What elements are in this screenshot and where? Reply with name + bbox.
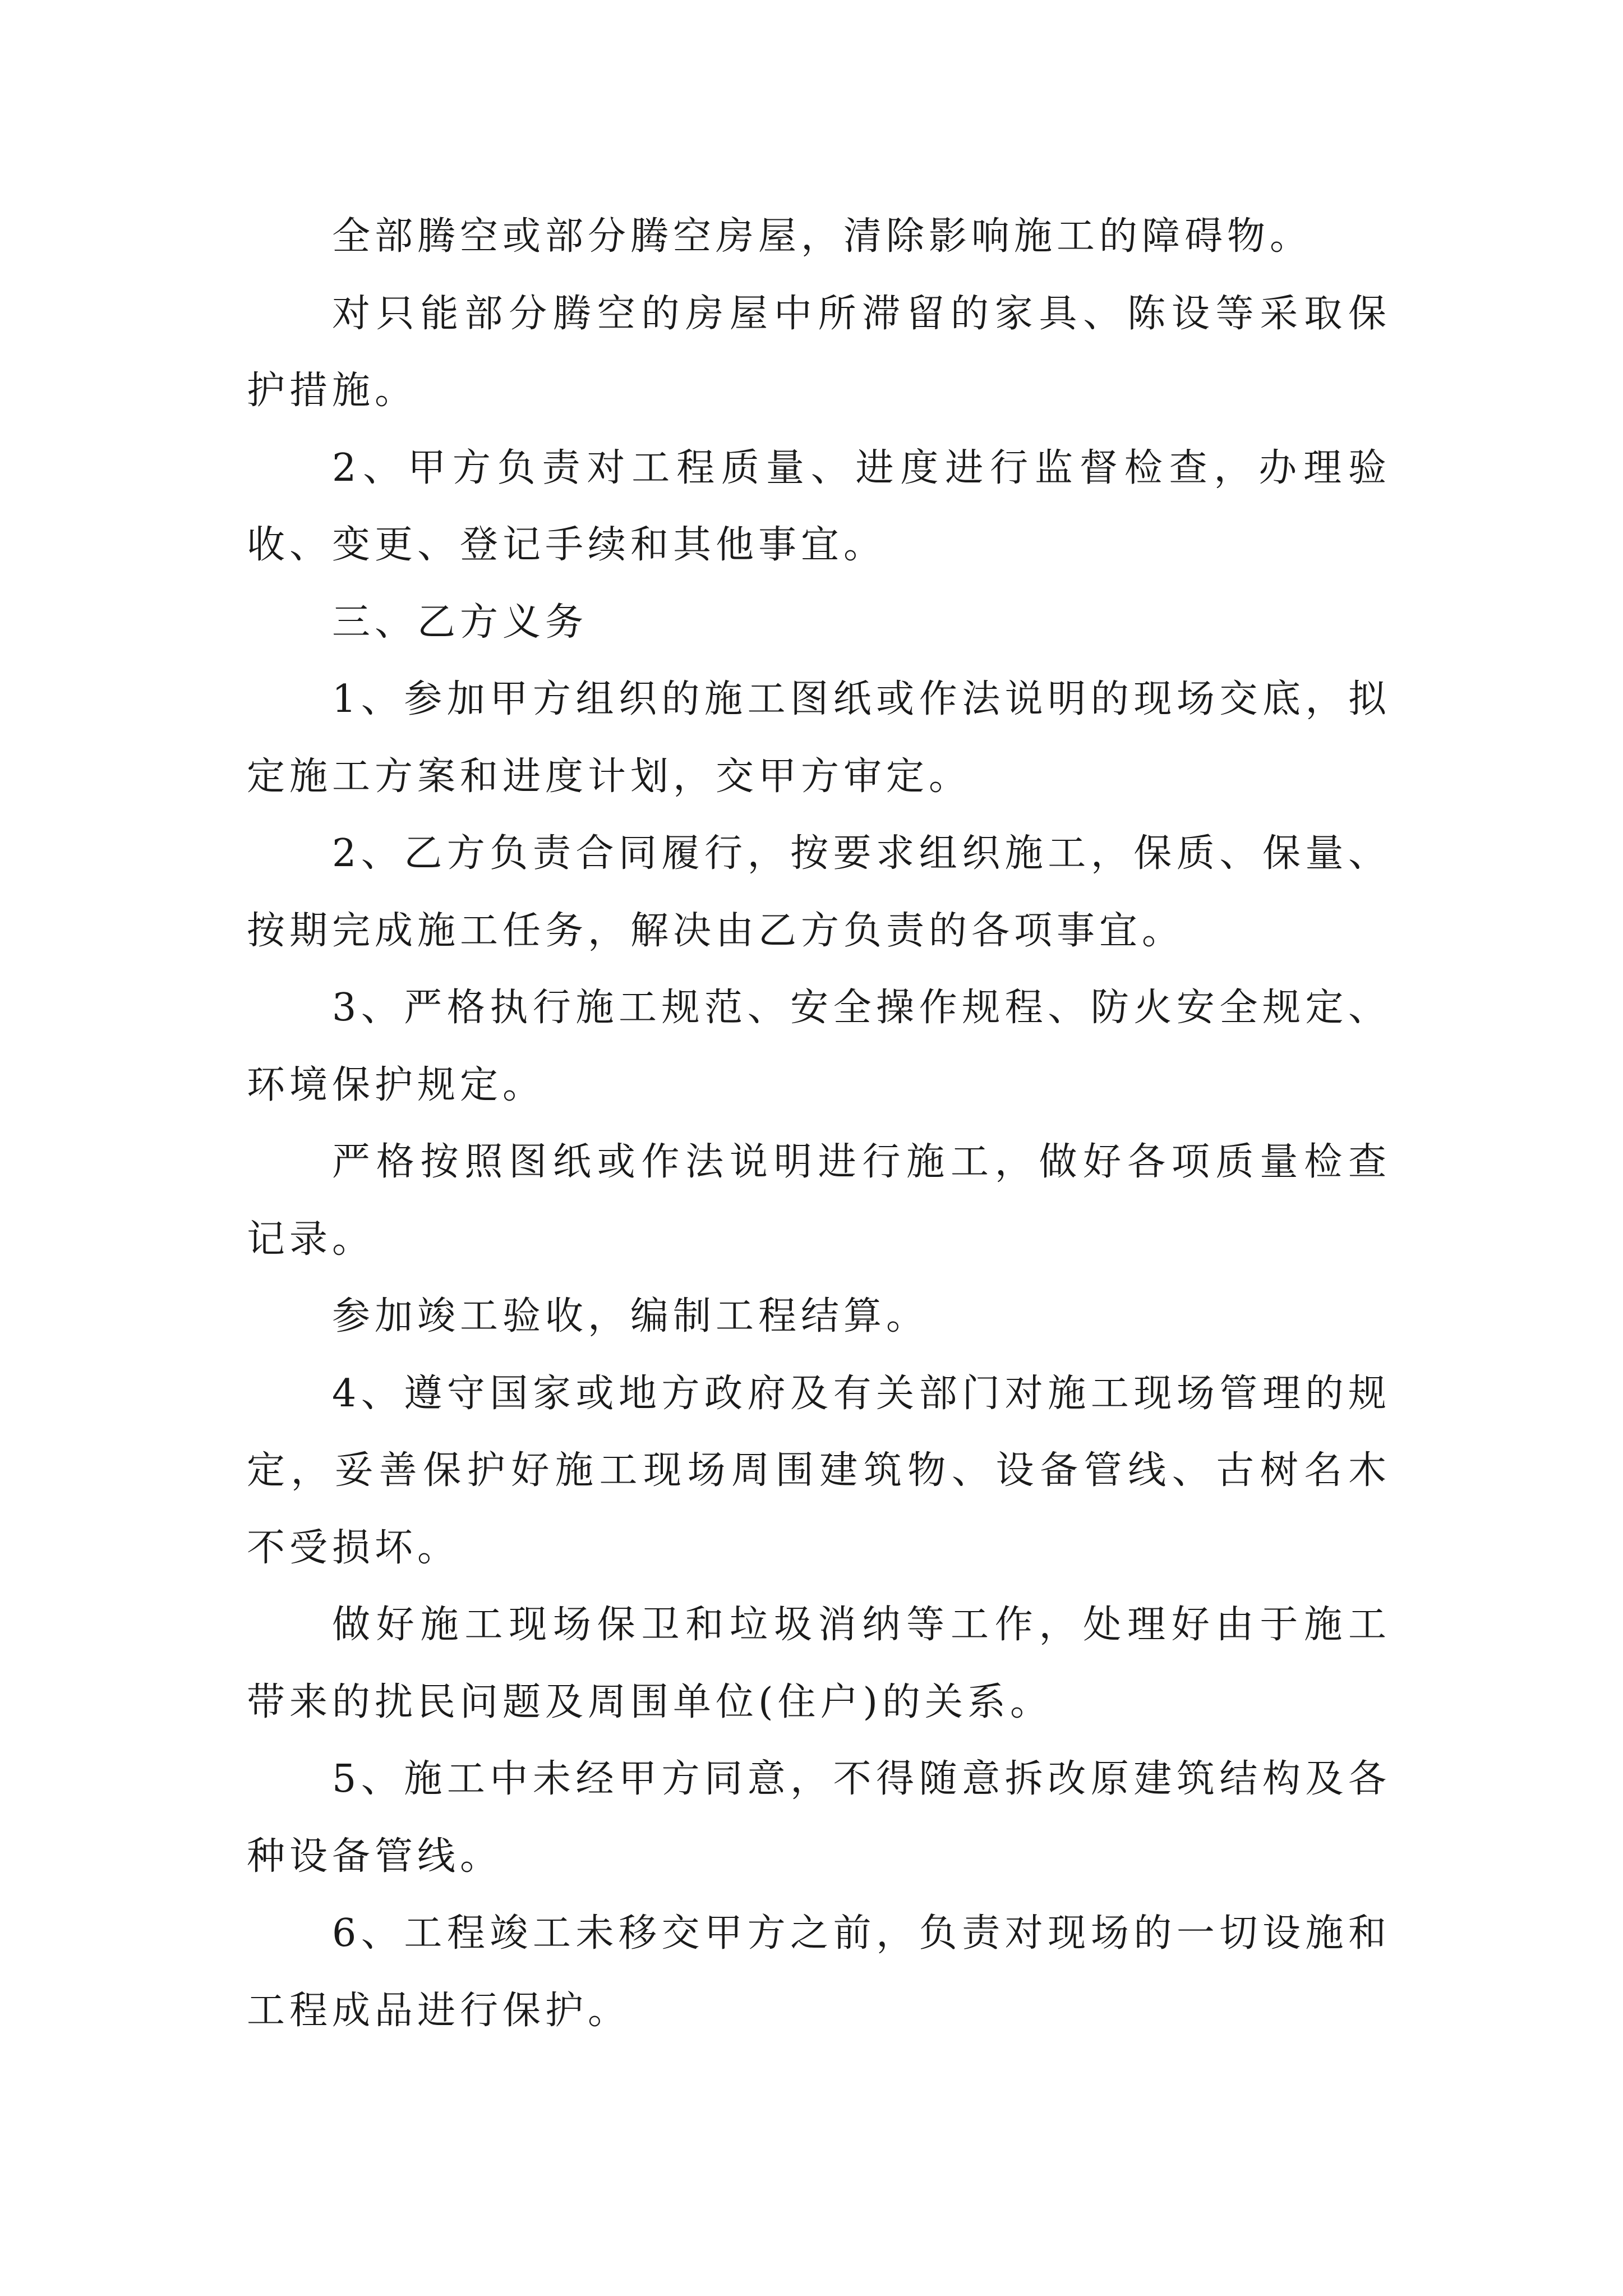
paragraph: 1、参加甲方组织的施工图纸或作法说明的现场交底，拟定施工方案和进度计划，交甲方审定。 xyxy=(247,677,1391,799)
paragraph: 4、遵守国家或地方政府及有关部门对施工现场管理的规定，妥善保护好施工现场周围建筑物、设备管线、古树名木不受损坏。 xyxy=(247,1371,1391,1570)
document-body xyxy=(247,198,1391,2049)
paragraph: 全部腾空或部分腾空房屋，清除影响施工的障碍物。 xyxy=(332,214,1313,259)
section-heading: 三、乙方义务 xyxy=(332,600,588,645)
paragraph: 3、严格执行施工规范、安全操作规程、防火安全规定、环境保护规定。 xyxy=(247,986,1391,1107)
paragraph: 严格按照图纸或作法说明进行施工，做好各项质量检查记录。 xyxy=(247,1140,1391,1262)
paragraph: 做好施工现场保卫和垃圾消纳等工作，处理好由于施工带来的扰民问题及周围单位(住户)的关系。 xyxy=(247,1603,1391,1724)
paragraph: 2、甲方负责对工程质量、进度进行监督检查，办理验收、变更、登记手续和其他事宜。 xyxy=(247,445,1391,567)
paragraph: 对只能部分腾空的房屋中所滞留的家具、陈设等采取保护措施。 xyxy=(247,291,1391,413)
paragraph: 5、施工中未经甲方同意，不得随意拆改原建筑结构及各种设备管线。 xyxy=(247,1757,1391,1879)
paragraph: 参加竣工验收，编制工程结算。 xyxy=(332,1294,929,1338)
paragraph: 6、工程竣工未移交甲方之前，负责对现场的一切设施和工程成品进行保护。 xyxy=(247,1911,1391,2033)
paragraph: 2、乙方负责合同履行，按要求组织施工，保质、保量、按期完成施工任务，解决由乙方负责的各项事宜。 xyxy=(247,831,1391,953)
